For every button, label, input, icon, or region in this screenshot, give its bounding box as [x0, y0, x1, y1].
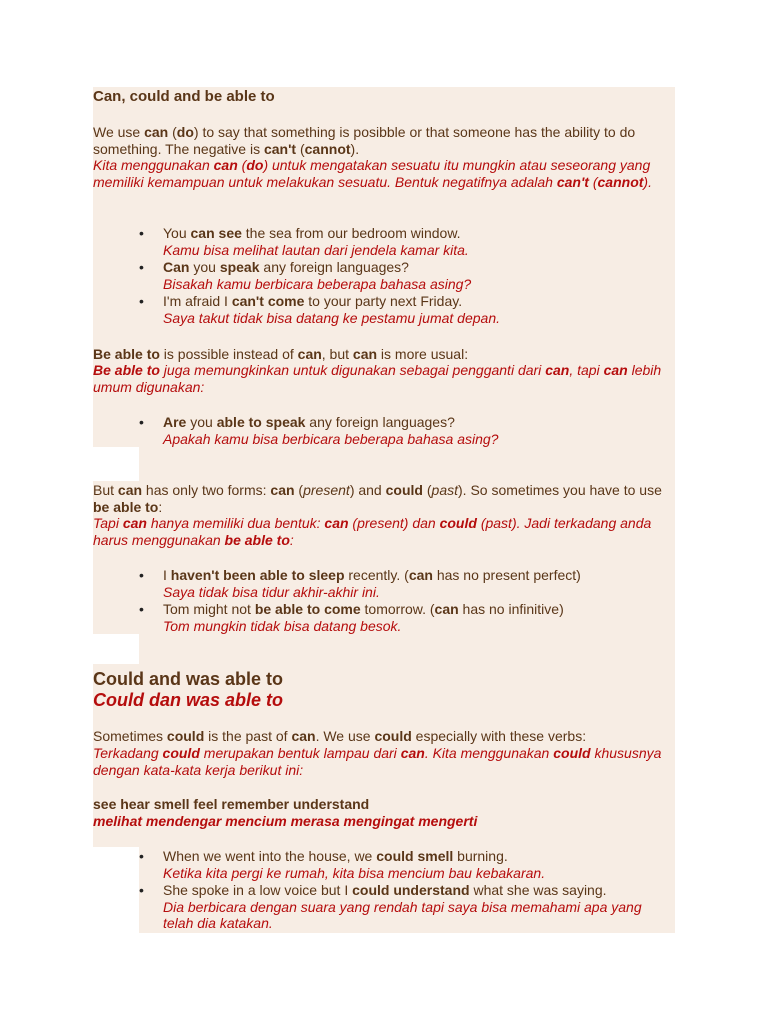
list-item: • Tom might not be able to come tomorrow. (can has no infinitive) Tom mungkin tidak bisa datang besok.	[139, 601, 564, 634]
example-list	[93, 225, 675, 327]
paragraph-id: Be able to juga memungkinkan untuk digunakan sebagai pengganti dari can, tapi can lebih umum digunakan:	[93, 362, 662, 395]
list-item: • Are you able to speak any foreign languages? Apakah kamu bisa berbicara beberapa bahasa asing?	[139, 414, 499, 447]
section-heading-id: Could dan was able to	[93, 690, 284, 710]
list-item: • She spoke in a low voice but I could understand what she was saying. Dia berbicara dengan suara yang rendah tapi saya bisa memahami apa yang telah dia katakan.	[139, 882, 642, 931]
paragraph-en: We use can (do) to say that something is posibble or that someone has the ability to do something. The negative is can't (cannot).	[93, 124, 636, 157]
example-list	[93, 567, 675, 635]
list-item: • You can see the sea from our bedroom window. Kamu bisa melihat lautan dari jendela kamar kita.	[139, 225, 469, 258]
paragraph-id: Tapi can hanya memiliki dua bentuk: can (present) dan could (past). Jadi terkadang anda harus menggunakan be able to:	[93, 515, 652, 548]
section-title: Can, could and be able to	[93, 88, 275, 105]
bullet-icon: •	[139, 259, 144, 275]
verb-list-en: see hear smell feel remember understand	[93, 796, 370, 812]
bullet-icon: •	[139, 882, 144, 898]
list-item: • I'm afraid I can't come to your party next Friday. Saya takut tidak bisa datang ke pestamu jumat depan.	[139, 293, 500, 326]
content-background	[139, 634, 675, 664]
paragraph-en: Be able to is possible instead of can, but can is more usual:	[93, 346, 469, 362]
list-item: • Can you speak any foreign languages? Bisakah kamu berbicara beberapa bahasa asing?	[139, 259, 472, 292]
verb-list-id: melihat mendengar mencium merasa mengingat mengerti	[93, 813, 478, 829]
bullet-icon: •	[139, 414, 144, 430]
example-list	[93, 848, 675, 933]
bullet-icon: •	[139, 225, 144, 241]
list-item: • I haven't been able to sleep recently. (can has no present perfect) Saya tidak bisa tidur akhir-akhir ini.	[139, 567, 581, 600]
bullet-icon: •	[139, 293, 144, 309]
example-list	[93, 414, 675, 448]
content-background	[139, 447, 675, 481]
paragraph-en: Sometimes could is the past of can. We use could especially with these verbs:	[93, 728, 587, 744]
bullet-icon: •	[139, 601, 144, 617]
paragraph-en: But can has only two forms: can (present) and could (past). So sometimes you have to use be able to:	[93, 482, 662, 515]
section-heading: Could and was able to	[93, 669, 284, 689]
paragraph-id: Kita menggunakan can (do) untuk mengatakan sesuatu itu mungkin atau seseorang yang memiliki kemampuan untuk melakukan sesuatu. Bentuk negatifnya adalah can't (cannot).	[93, 157, 652, 190]
bullet-icon: •	[139, 567, 144, 583]
paragraph-id: Terkadang could merupakan bentuk lampau dari can. Kita menggunakan could khususnya dengan kata-kata kerja berikut ini:	[93, 745, 662, 778]
list-item: • When we went into the house, we could smell burning. Ketika kita pergi ke rumah, kita bisa mencium bau kebakaran.	[139, 848, 546, 881]
bullet-icon: •	[139, 848, 144, 864]
